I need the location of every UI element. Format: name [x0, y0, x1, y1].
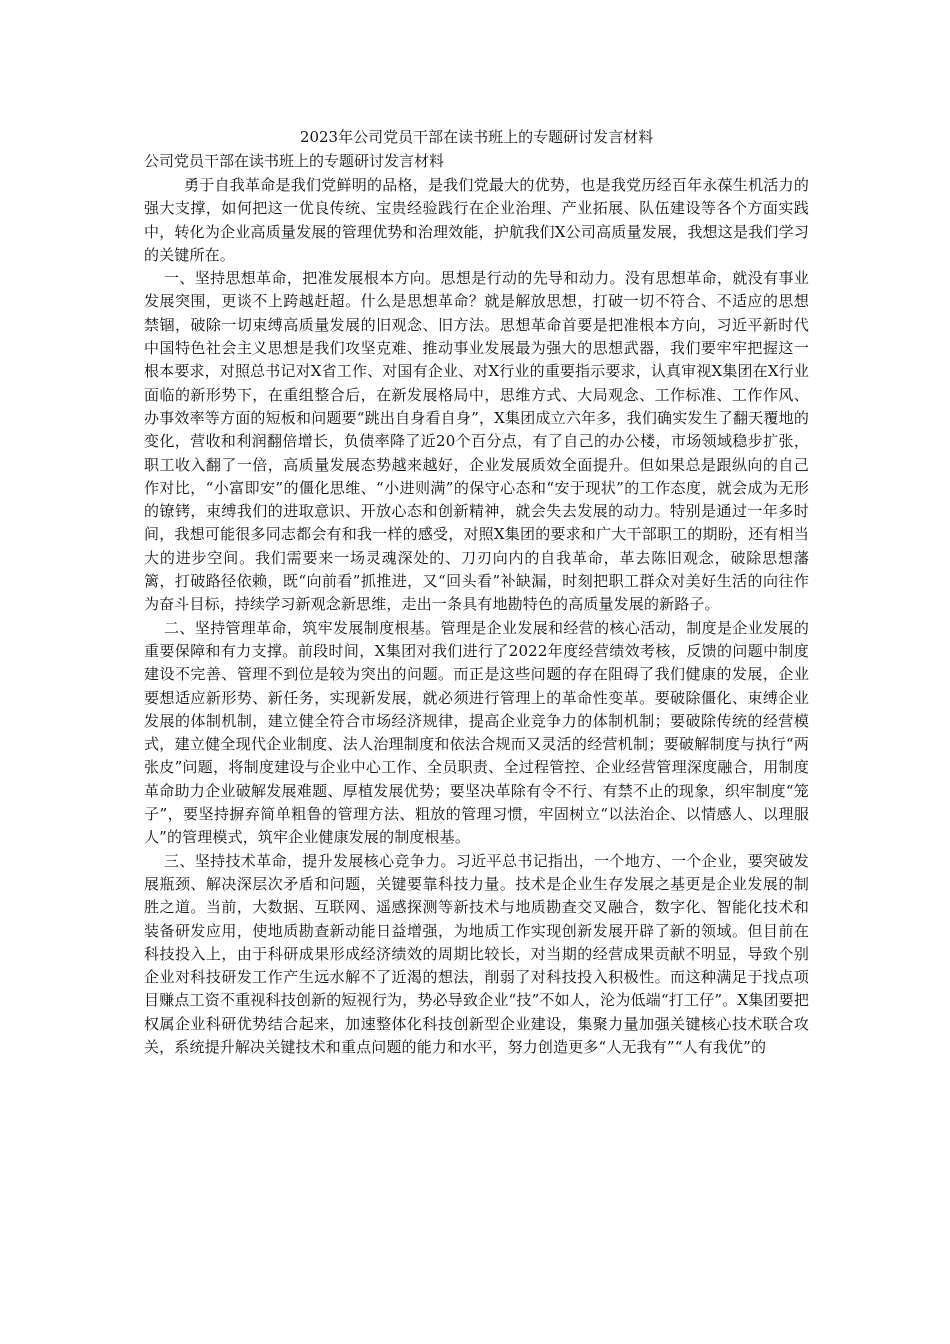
paragraph-section-1: 一、坚持思想革命，把准发展根本方向。思想是行动的先导和动力。没有思想革命，就没有事业发展突围，更谈不上跨越赶超。什么是思想革命？就是解放思想，打破一切不符合、不适应的思想禁锢，破除一切束缚高质量发展的旧观念、旧方法。思想革命首要是把准根本方向，习近平新时代中国特色社会主义思想是我们攻坚克难、推动事业发展最为强大的思想武器，我们要牢牢把握这一根本要求，对照总书记对X省工作、对国有企业、对X行业的重要指示要求，认真审视X集团在X行业面临的新形势下，在重组整合后，在新发展格局中，思维方式、大局观念、工作标准、工作作风、办事效率等方面的短板和问题要“跳出自身看自身”，X集团成立六年多，我们确实发生了翻天覆地的变化，营收和利润翻倍增长，负债率降了近20个百分点，有了自己的办公楼，市场领域稳步扩张，职工收入翻了一倍，高质量发展态势越来越好，企业发展质效全面提升。但如果总是跟纵向的自己作对比，“小富即安”的僵化思维、“小进则满”的保守心态和“安于现状”的工作态度，就会成为无形的镣铐，束缚我们的进取意识、开放心态和创新精神，就会失去发展的动力。特别是通过一年多时间，我想可能很多同志都会有和我一样的感受，对照X集团的要求和广大干部职工的期盼，还有相当大的进步空间。我们需要来一场灵魂深处的、刀刃向内的自我革命，革去陈旧观念，破除思想藩篱，打破路径依赖，既“向前看”抓推进，又“回头看”补缺漏，时刻把职工群众对美好生活的向往作为奋斗目标，持续学习新观念新思维，走出一条具有地勘特色的高质量发展的新路子。	[144, 269, 809, 614]
document-page	[144, 126, 809, 1059]
paragraph-section-3: 三、坚持技术革命，提升发展核心竞争力。习近平总书记指出，一个地方、一个企业，要突破发展瓶颈、解决深层次矛盾和问题，关键要靠科技力量。技术是企业生存发展之基更是企业发展的制胜之道。当前，大数据、互联网、遥感探测等新技术与地质勘查交叉融合，数字化、智能化技术和装备研发应用，使地质勘查新动能日益增强，为地质工作实现创新发展开辟了新的领域。但目前在科技投入上，由于科研成果形成经济绩效的周期比较长，对当期的经营成果贡献不明显，导致个别企业对科技研发工作产生远水解不了近渴的想法，削弱了对科技投入积极性。而这种满足于找点项目赚点工资不重视科技创新的短视行为，势必导致企业“技”不如人，沦为低端“打工仔”。X集团要把权属企业科研优势结合起来，加速整体化科技创新型企业建设，集聚力量加强关键核心技术联合攻关，系统提升解决关键技术和重点问题的能力和水平，努力创造更多“人无我有”“人有我优”的	[144, 851, 809, 1056]
document-subtitle: 公司党员干部在读书班上的专题研讨发言材料	[144, 152, 445, 170]
paragraph-section-2: 二、坚持管理革命，筑牢发展制度根基。管理是企业发展和经营的核心活动，制度是企业发展的重要保障和有力支撑。前段时间，X集团对我们进行了2022年度经营绩效考核，反馈的问题中制度建设不完善、管理不到位是较为突出的问题。而正是这些问题的存在阻碍了我们健康的发展，企业要想适应新形势、新任务，实现新发展，就必须进行管理上的革命性变革。要破除僵化、束缚企业发展的体制机制，建立健全符合市场经济规律，提高企业竞争力的体制机制；要破除传统的经营模式，建立健全现代企业制度、法人治理制度和依法合规而又灵活的经营机制；要破解制度与执行“两张皮”问题，将制度建设与企业中心工作、全员职责、全过程管控、企业经营管理深度融合，用制度革命助力企业破解发展难题、厚植发展优势；要坚决革除有令不行、有禁不止的现象，织牢制度“笼子”，要坚持摒弃简单粗鲁的管理方法、粗放的管理习惯，牢固树立“以法治企、以情感人、以理服人”的管理模式，筑牢企业健康发展的制度根基。	[144, 618, 809, 847]
paragraph-intro: 勇于自我革命是我们党鲜明的品格，是我们党最大的优势，也是我党历经百年永葆生机活力的强大支撑，如何把这一优良传统、宝贵经验践行在企业治理、产业拓展、队伍建设等各个方面实践中，转化为企业高质量发展的管理优势和治理效能，护航我们X公司高质量发展，我想这是我们学习的关键所在。	[144, 176, 809, 264]
document-title: 2023年公司党员干部在读书班上的专题研讨发言材料	[299, 128, 654, 146]
